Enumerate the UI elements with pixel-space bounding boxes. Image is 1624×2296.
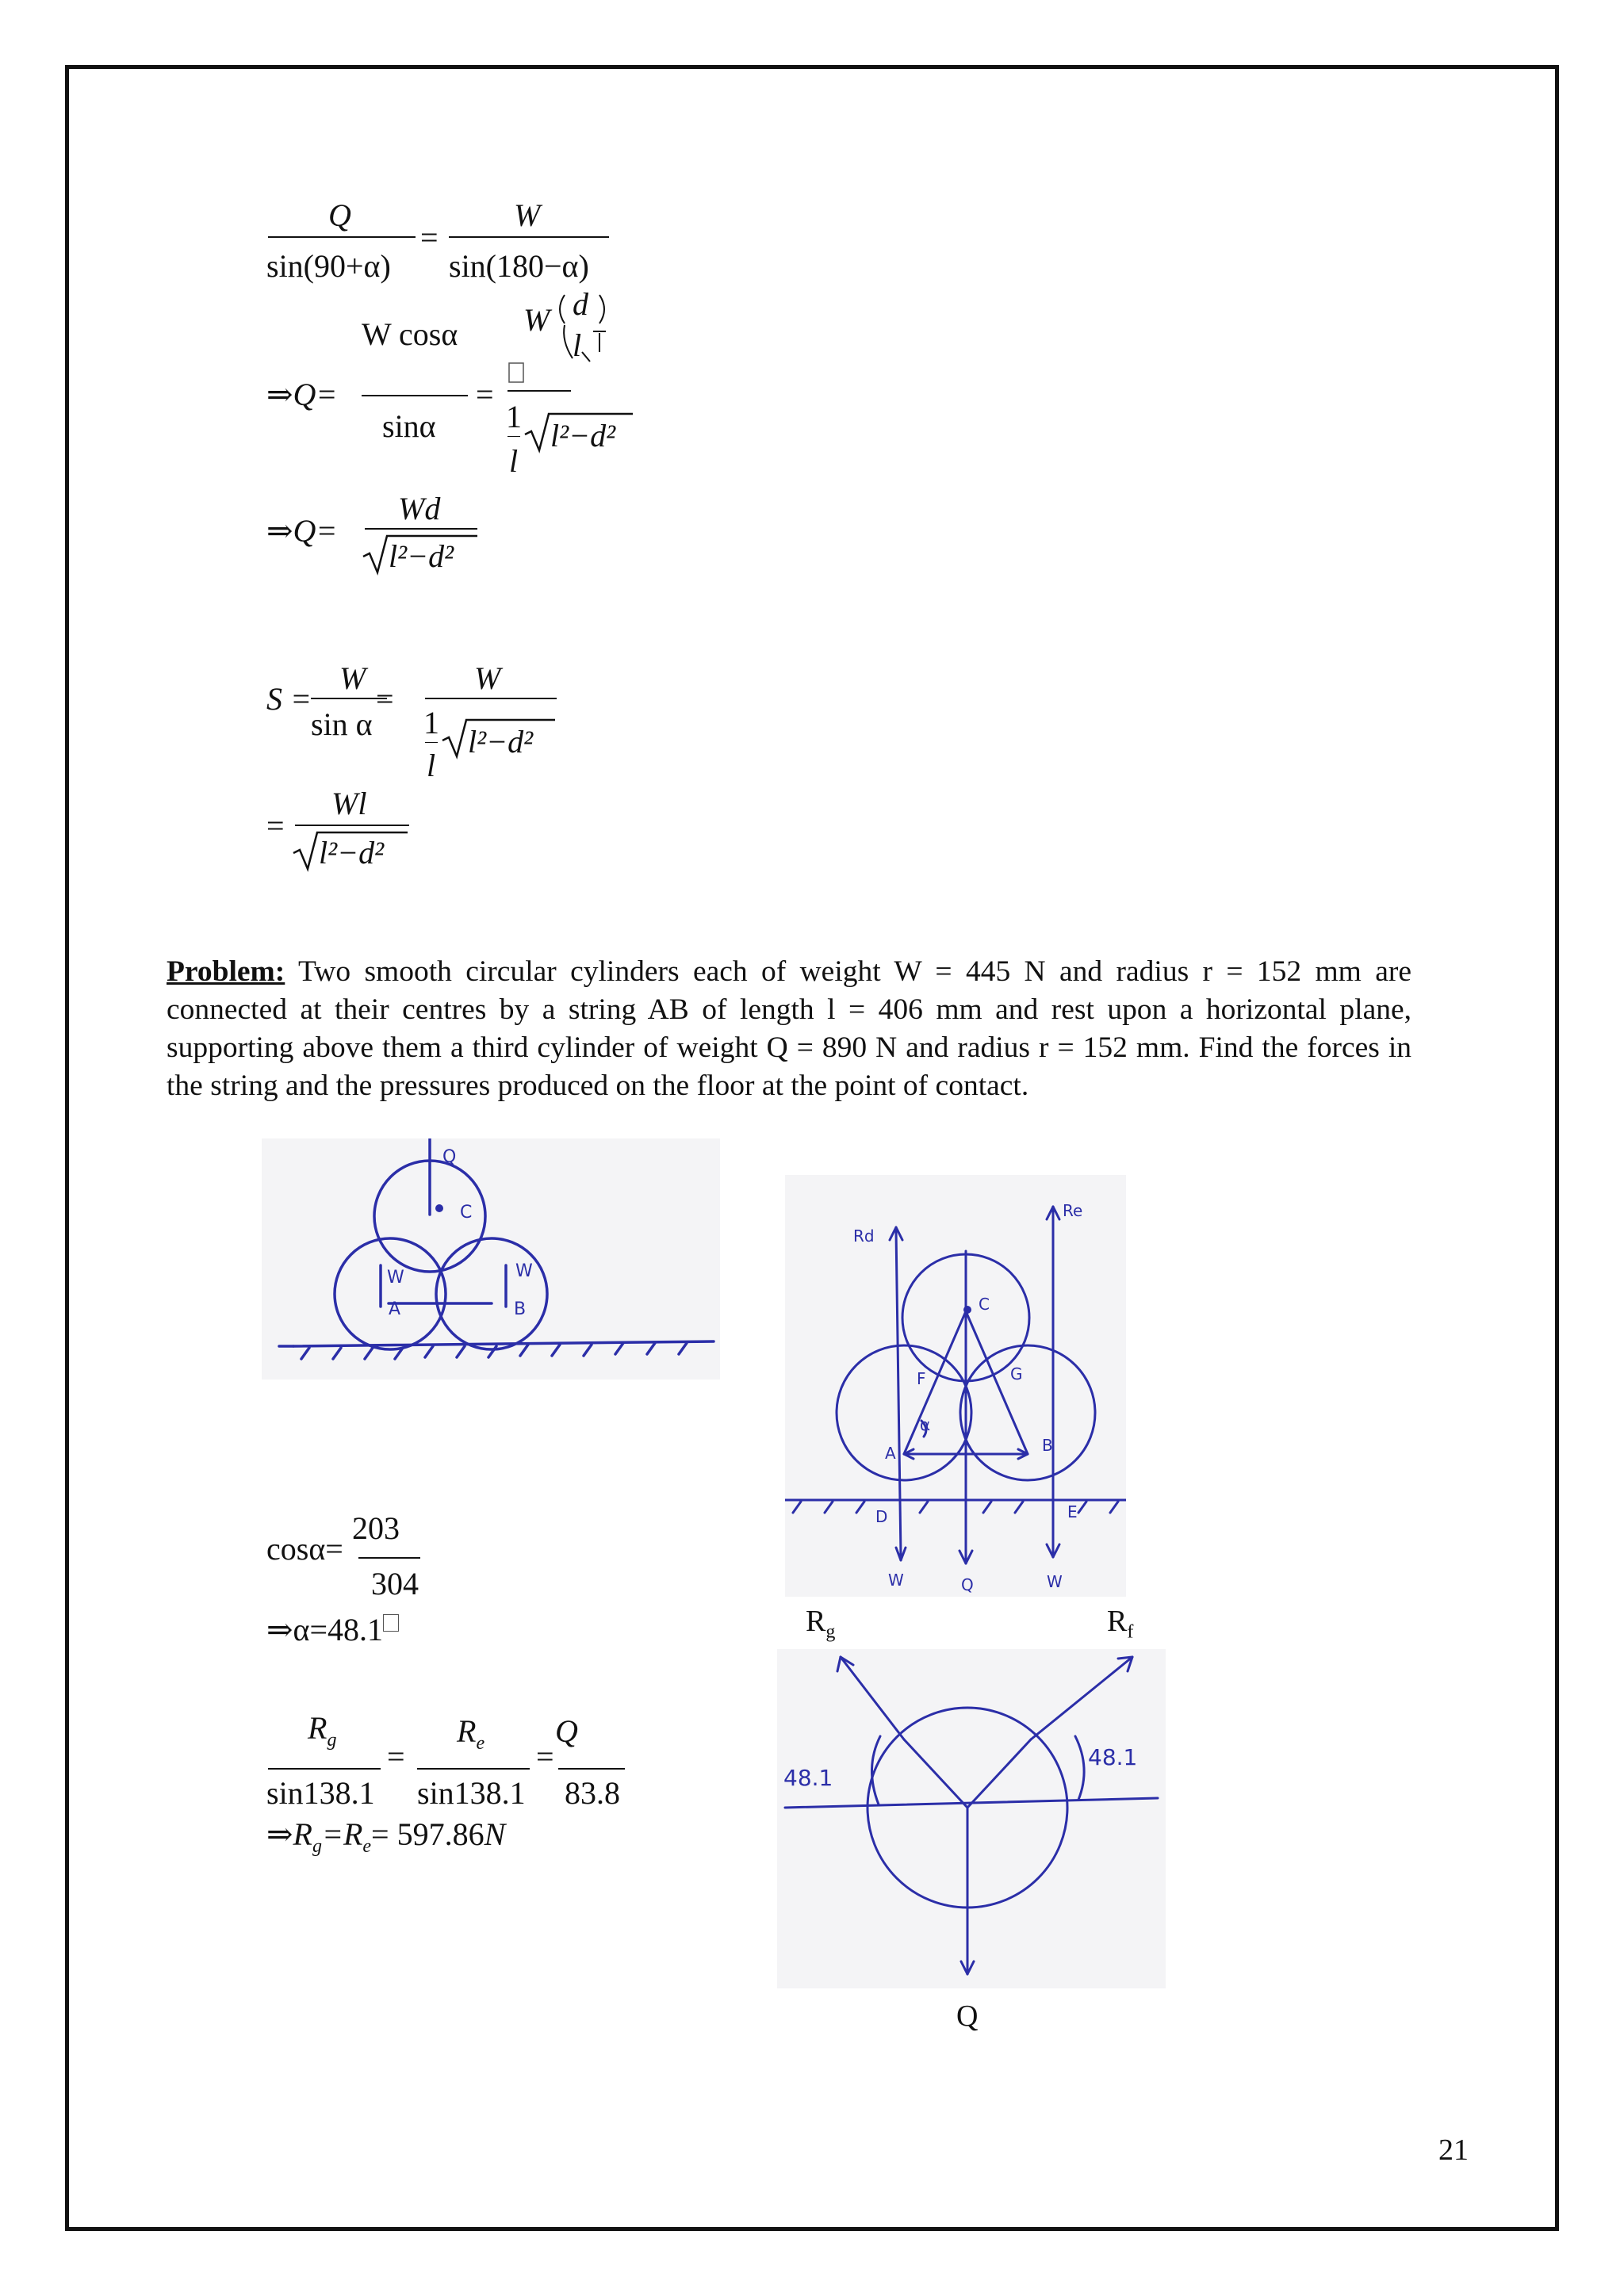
problem-text: Two smooth circular cylinders each of weight W = 445 N and radius r = 152 mm are connected at their centres by a string AB of length l = 406 mm and rest upon a horizontal plane, supporting above them a third cylinder of weight Q = 890 N and radius r = 152 mm. Find the forces in the string and the pressures produced on the floor at the point of contact. xyxy=(167,955,1411,1102)
eq3-root: l²−d² xyxy=(389,538,454,574)
ratio-result xyxy=(266,1816,506,1857)
eq2-den: sinα xyxy=(382,408,436,444)
sketch-three-cylinders xyxy=(262,1138,720,1380)
cos-eq-den: 304 xyxy=(371,1566,419,1601)
eq2-over-l: l xyxy=(509,443,519,479)
cos-eq-num: 203 xyxy=(352,1510,400,1546)
sketch2-label-b: B xyxy=(1042,1436,1053,1455)
ratio-result-a: ⇒R xyxy=(266,1816,312,1852)
eq2-rhs-d: d xyxy=(573,286,588,322)
sketch3-drawing xyxy=(777,1649,1166,1988)
ratio-result-value: = 597.86 xyxy=(371,1816,485,1852)
sketch2-label-c: C xyxy=(979,1295,990,1314)
ratio-num-2-sub: e xyxy=(476,1733,485,1754)
eq4-den: sin α xyxy=(311,706,373,742)
sketch1-label-w-right: W xyxy=(515,1261,533,1281)
eq4-lhs: S = xyxy=(266,681,312,717)
eq1-equals: = xyxy=(420,220,439,255)
sketch1-label-a: A xyxy=(389,1299,401,1319)
sketch2-drawing xyxy=(785,1175,1126,1597)
eq4-root: l²−d² xyxy=(468,724,534,760)
sketch-upper-cylinder-forces xyxy=(777,1649,1166,1988)
sketch2-label-a: A xyxy=(885,1444,896,1463)
fig3-label-q: Q xyxy=(956,1999,979,2033)
eq3-lhs: ⇒Q= xyxy=(266,513,338,549)
eq2-num: W cosα xyxy=(362,316,458,352)
ratio-num-1-sub: g xyxy=(327,1730,337,1751)
sketch2-label-w-right: W xyxy=(1047,1572,1063,1591)
ratio-result-b: =R xyxy=(321,1816,363,1852)
ratio-result-unit: N xyxy=(484,1816,506,1852)
eq4-over-l: l xyxy=(427,748,436,783)
eq5-lhs: = xyxy=(266,808,285,844)
eq4-equals: = xyxy=(376,681,394,717)
fig3-label-rg-sub: g xyxy=(825,1621,836,1643)
ratio-result-sub-e: e xyxy=(362,1836,372,1857)
sketch2-label-e: E xyxy=(1067,1502,1078,1521)
sketch1-label-q: Q xyxy=(442,1147,457,1167)
sketch2-label-q: Q xyxy=(961,1575,974,1594)
fig3-label-rf-main: R xyxy=(1107,1605,1128,1638)
sketch2-label-re: Re xyxy=(1063,1201,1083,1220)
ratio-den-1: sin138.1 xyxy=(266,1775,375,1811)
sketch2-label-w-left: W xyxy=(888,1571,904,1590)
fig3-label-rf xyxy=(1107,1606,1133,1642)
sketch2-label-g: G xyxy=(1010,1364,1023,1383)
ratio-den-2: sin138.1 xyxy=(417,1775,526,1811)
alpha-result xyxy=(266,1614,399,1646)
ratio-num-1 xyxy=(308,1712,336,1750)
fig3-label-rf-sub: f xyxy=(1127,1621,1134,1643)
sketch1-drawing xyxy=(262,1138,720,1380)
eq4-num: W xyxy=(339,660,366,696)
ratio-num-1-main: R xyxy=(308,1710,327,1746)
sketch3-label-right-angle: 48.1 xyxy=(1088,1744,1138,1770)
sketch2-label-f: F xyxy=(917,1369,926,1388)
eq4-num2: W xyxy=(474,660,501,696)
eq2-rhs-w: W xyxy=(523,302,550,338)
eq5-root: l²−d² xyxy=(319,835,385,871)
sketch1-label-w-left: W xyxy=(387,1268,404,1288)
sketch2-label-alpha: α xyxy=(920,1415,931,1434)
eq4-one: 1 xyxy=(423,705,439,740)
eq2-lhs: ⇒Q= xyxy=(266,377,338,412)
eq1-num-right: W xyxy=(514,197,541,233)
problem-label: Problem: xyxy=(167,955,285,988)
eq2-rhs-l: l xyxy=(573,327,582,363)
eq2-bracket-marks xyxy=(500,285,611,396)
sketch2-label-d: D xyxy=(875,1507,888,1526)
page-number: 21 xyxy=(1438,2133,1469,2167)
eq2-one: 1 xyxy=(506,399,522,434)
sketch1-label-c: C xyxy=(460,1203,473,1223)
sketch-free-body-system xyxy=(785,1175,1126,1597)
cos-eq-lhs: cosα= xyxy=(266,1531,343,1567)
ratio-num-2-main: R xyxy=(457,1713,477,1749)
eq2-root: l²−d² xyxy=(550,418,616,453)
sketch1-label-b: B xyxy=(514,1299,527,1319)
ratio-num-2 xyxy=(457,1713,485,1754)
fig3-label-rg xyxy=(806,1606,835,1642)
problem-statement xyxy=(167,953,1411,1105)
ratio-den-3: 83.8 xyxy=(565,1775,620,1811)
sketch2-label-rd: Rd xyxy=(853,1226,875,1246)
ratio-num-3: Q xyxy=(555,1713,578,1749)
sketch3-label-left-angle: 48.1 xyxy=(783,1765,833,1791)
fig3-label-rg-main: R xyxy=(806,1605,826,1638)
eq1-num-left: Q xyxy=(328,197,351,233)
alpha-result-text: ⇒α=48.1 xyxy=(266,1612,384,1647)
eq3-num: Wd xyxy=(398,491,441,526)
eq1-den-left: sin(90+α) xyxy=(266,248,391,284)
degree-placeholder-icon xyxy=(383,1614,399,1632)
eq5-num: Wl xyxy=(331,786,367,821)
ratio-result-sub-g: g xyxy=(312,1836,322,1857)
eq1-den-right: sin(180−α) xyxy=(449,248,589,284)
